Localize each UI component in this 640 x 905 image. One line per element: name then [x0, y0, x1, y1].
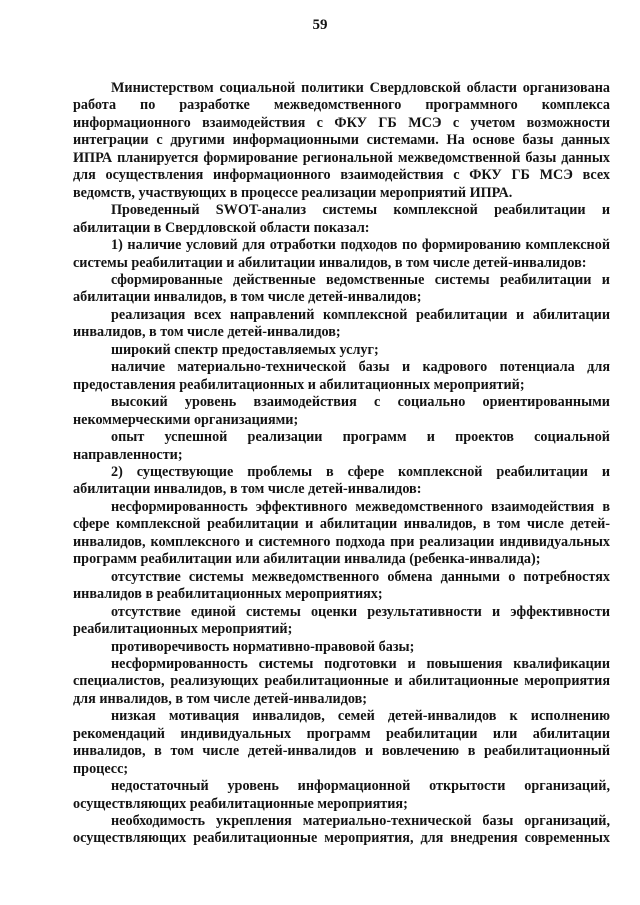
list-item: отсутствие системы межведомственного обмена данными о потребностях инвалидов в реабилитационных мероприятиях; [73, 568, 610, 603]
list-item: несформированность эффективного межведомственного взаимодействия в сфере комплексной реабилитации и абилитации инвалидов, в том числе детей-инвалидов, комплексного и системного подхода при реализации индивидуальных программ реабилитации или абилитации инвалида (ребенка-инвалида); [73, 498, 610, 568]
page-number: 59 [312, 17, 328, 33]
list-item: широкий спектр предоставляемых услуг; [111, 341, 379, 358]
list-item: сформированные действенные ведомственные системы реабилитации и абилитации инвалидов, в том числе детей-инвалидов; [73, 271, 610, 306]
list-item: недостаточный уровень информационной открытости организаций, осуществляющих реабилитационные мероприятия; [73, 778, 610, 812]
body-text [73, 80, 610, 848]
list-item: несформированность системы подготовки и повышения квалификации специалистов, реализующих реабилитационные и абилитационные мероприятия для инвалидов, в том числе детей-инвалидов; [73, 655, 610, 707]
list-item: наличие материально-технической базы и кадрового потенциала для предоставления реабилитационных и абилитационных мероприятий; [73, 359, 610, 393]
list-item: опыт успешной реализации программ и проектов социальной направленности; [73, 429, 610, 463]
list-item: 2) существующие проблемы в сфере комплексной реабилитации и абилитации инвалидов, в том числе детей-инвалидов: [73, 463, 610, 498]
list-item: отсутствие единой системы оценки результативности и эффективности реабилитационных мероприятий; [73, 603, 610, 638]
list-item: необходимость укрепления материально-технической базы организаций, осуществляющих реабилитационные мероприятия, для внедрения современных [73, 813, 610, 847]
list-item: реализация всех направлений комплексной реабилитации и абилитации инвалидов, в том числе детей-инвалидов; [73, 306, 610, 341]
list-item: противоречивость нормативно-правовой базы; [111, 638, 415, 655]
list-item: 1) наличие условий для отработки подходов по формированию комплексной системы реабилитации и абилитации инвалидов, в том числе детей-инвалидов: [73, 237, 610, 271]
list-item: высокий уровень взаимодействия с социально ориентированными некоммерческими организациями; [73, 394, 610, 428]
list-item: низкая мотивация инвалидов, семей детей-инвалидов к исполнению рекомендаций индивидуальных программ реабилитации или абилитации инвалидов, в том числе детей-инвалидов и вовлечению в реабилитационный процесс; [73, 708, 610, 777]
paragraph: Проведенный SWOT-анализ системы комплексной реабилитации и абилитации в Свердловской области показал: [73, 202, 610, 236]
paragraph: Министерством социальной политики Свердловской области организована работа по разработке межведомственного программного комплекса информационного взаимодействия с ФКУ ГБ МСЭ с учетом возможности интеграции с другими информационными системами. На основе базы данных ИПРА планируется формирование региональной межведомственной базы данных для осуществления информационного взаимодействия с ФКУ ГБ МСЭ всех ведомств, участвующих в процессе реализации мероприятий ИПРА. [73, 80, 610, 201]
